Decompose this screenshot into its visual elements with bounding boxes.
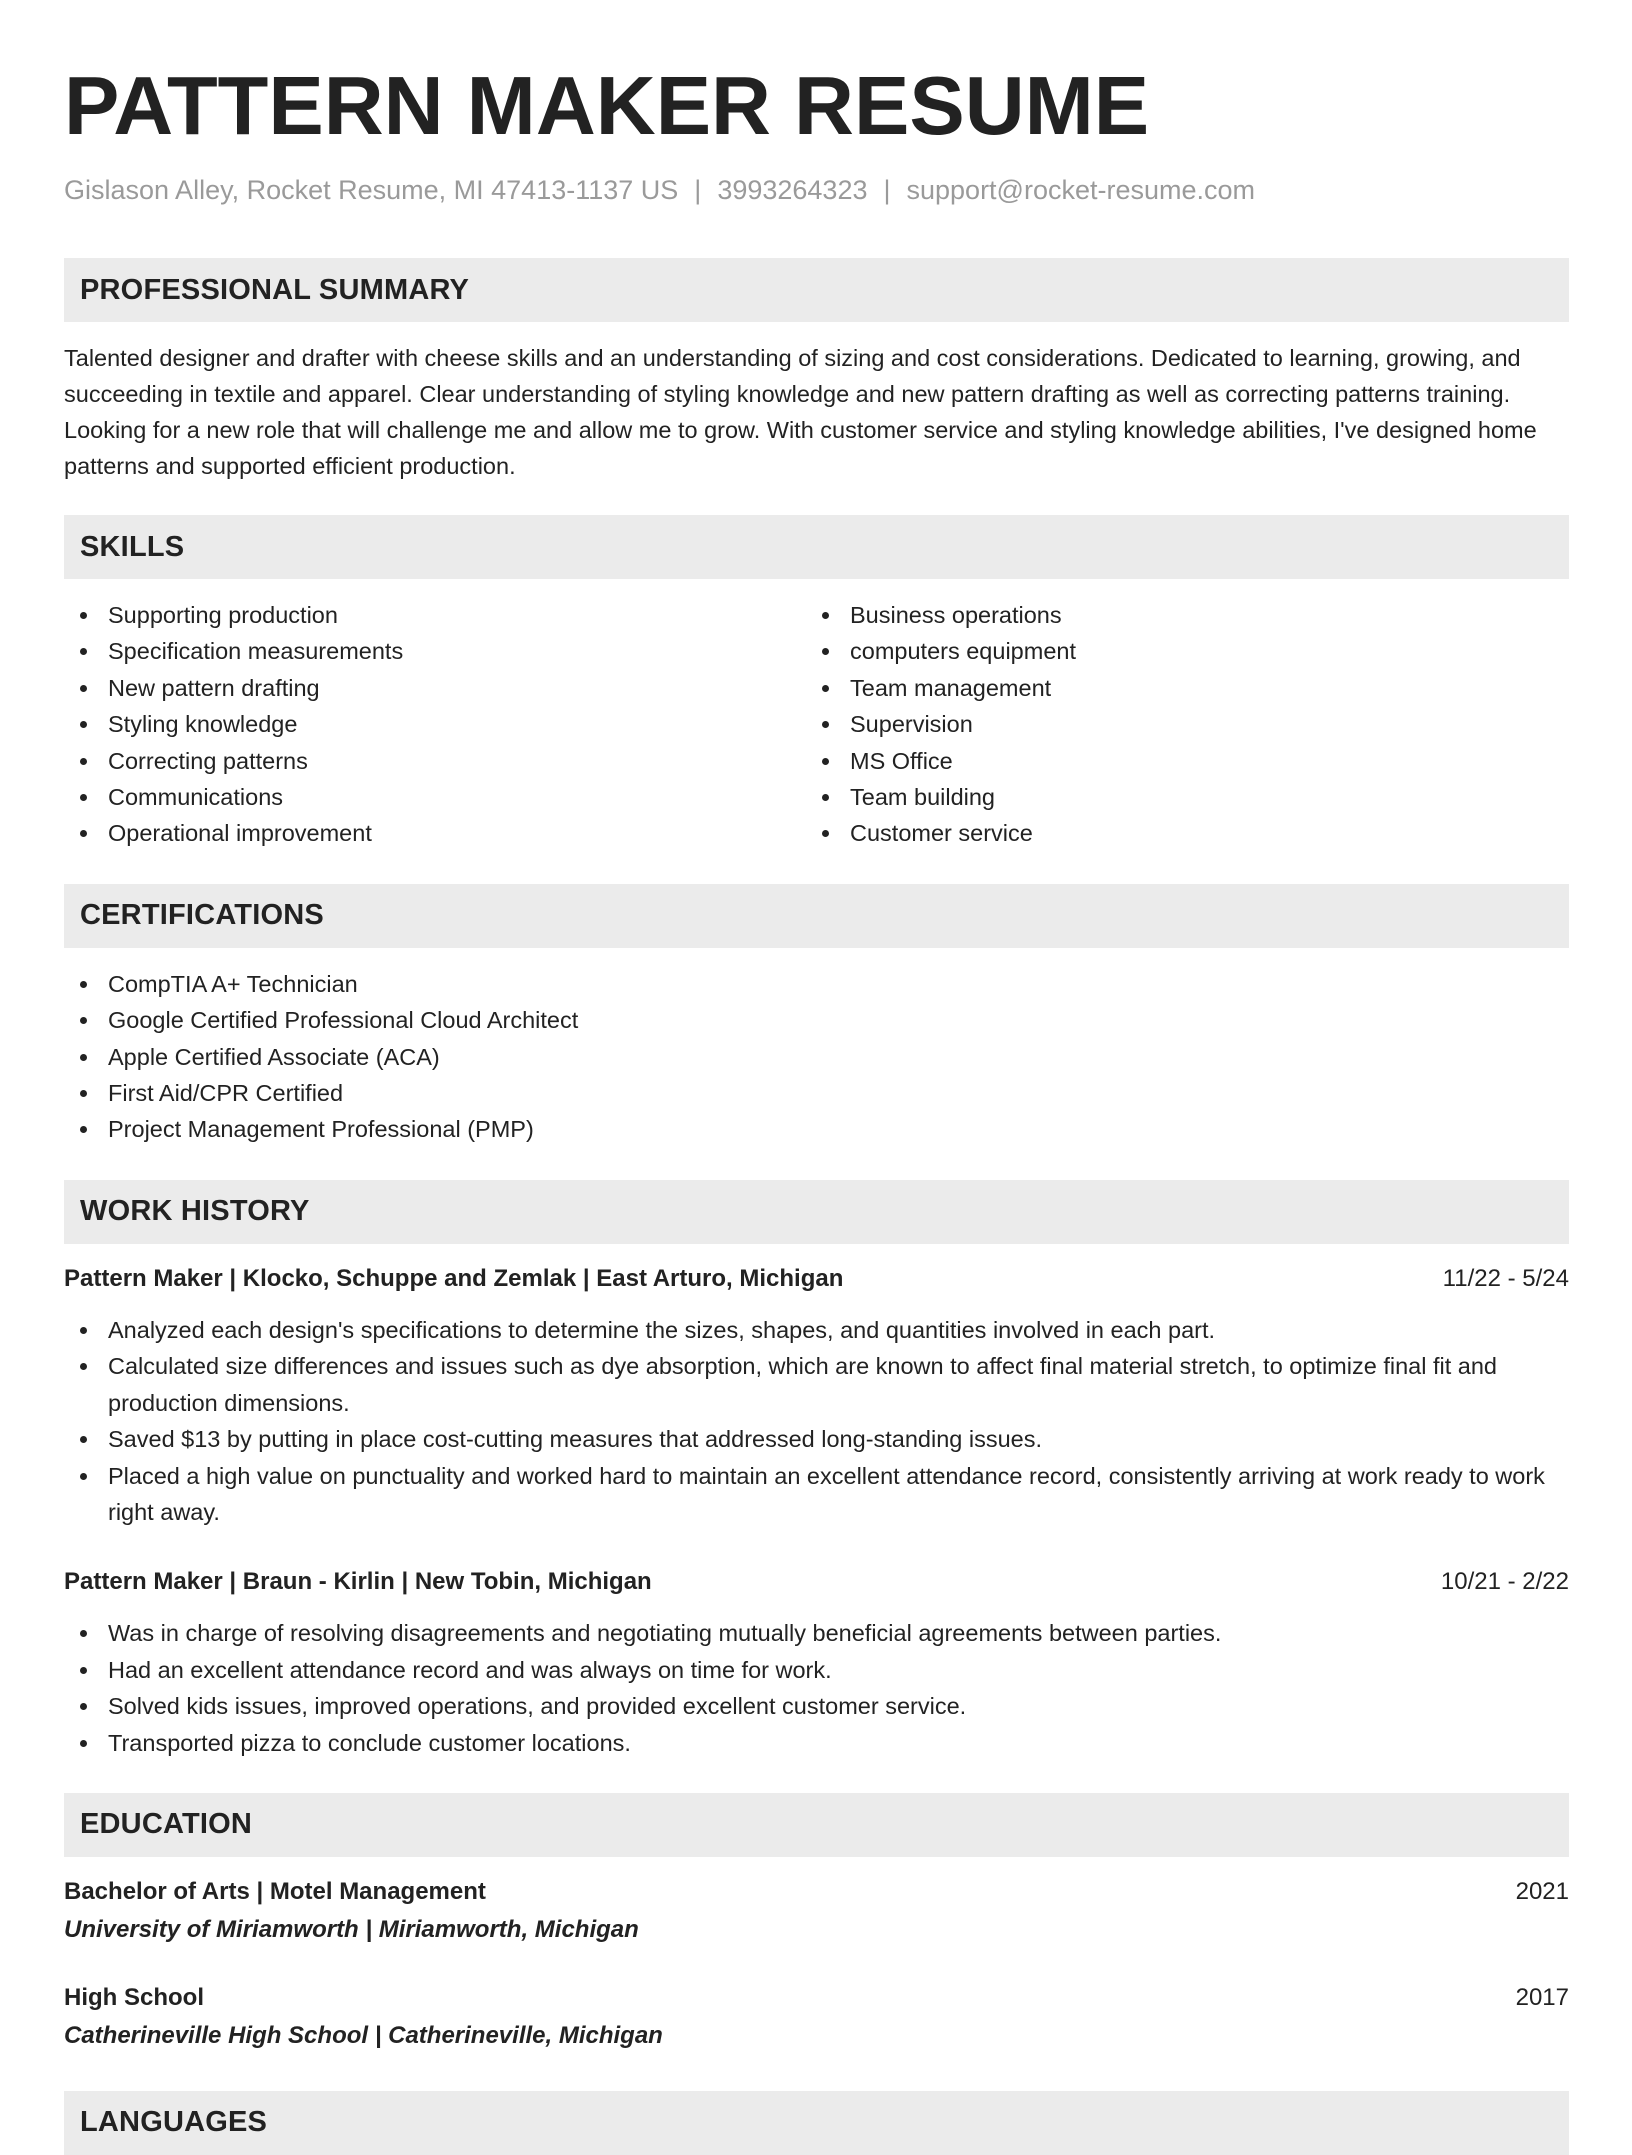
- section-header-summary: PROFESSIONAL SUMMARY: [64, 258, 1569, 322]
- section-header-skills: SKILLS: [64, 515, 1569, 579]
- certification-item: CompTIA A+ Technician: [64, 966, 1569, 1002]
- skill-item: Customer service: [806, 815, 1548, 851]
- job-header: [64, 1262, 1569, 1296]
- section-header-education: EDUCATION: [64, 1793, 1569, 1857]
- education-header: [64, 1981, 1569, 2015]
- job-bullet: Analyzed each design's specifications to determine the sizes, shapes, and quantities involved in each part.: [64, 1312, 1569, 1348]
- contact-separator: |: [694, 175, 702, 205]
- job-dates: 10/21 - 2/22: [1440, 1568, 1569, 1596]
- job-bullet: Had an excellent attendance record and was always on time for work.: [64, 1652, 1569, 1688]
- skill-item: Team building: [806, 779, 1548, 815]
- job-entry: [64, 1262, 1569, 1530]
- education-entry: [64, 1981, 1569, 2054]
- job-bullet: Was in charge of resolving disagreements and negotiating mutually beneficial agreements between parties.: [64, 1615, 1569, 1651]
- job-bullet: Placed a high value on punctuality and worked hard to maintain an excellent attendance record, consistently arriving at work ready to work right away.: [64, 1458, 1569, 1531]
- job-bullet: Solved kids issues, improved operations, and provided excellent customer service.: [64, 1688, 1569, 1724]
- education-header: [64, 1875, 1569, 1909]
- skill-item: Team management: [806, 670, 1548, 706]
- contact-phone: 3993264323: [717, 175, 868, 205]
- skill-item: New pattern drafting: [64, 670, 806, 706]
- skill-item: MS Office: [806, 743, 1548, 779]
- skill-item: computers equipment: [806, 633, 1548, 669]
- section-header-languages: LANGUAGES: [64, 2091, 1569, 2155]
- skills-list-right: [806, 597, 1548, 852]
- certifications-list: [64, 966, 1569, 1148]
- skill-item: Operational improvement: [64, 815, 806, 851]
- skill-item: Supervision: [806, 706, 1548, 742]
- education-entry: [64, 1875, 1569, 1948]
- certification-item: First Aid/CPR Certified: [64, 1075, 1569, 1111]
- resume-page: [64, 0, 1569, 2155]
- education-school: University of Miriamworth | Miriamworth, Michigan: [64, 1915, 639, 1943]
- contact-address: Gislason Alley, Rocket Resume, MI 47413-1137 US: [64, 175, 679, 205]
- section-header-work-history: WORK HISTORY: [64, 1180, 1569, 1244]
- skill-item: Business operations: [806, 597, 1548, 633]
- job-bullets: [64, 1615, 1569, 1761]
- job-header: [64, 1565, 1569, 1599]
- job-bullets: [64, 1312, 1569, 1530]
- contact-line: [64, 175, 1569, 206]
- resume-title: PATTERN MAKER RESUME: [64, 59, 1150, 152]
- education-degree: High School: [64, 1983, 204, 2011]
- skill-item: Correcting patterns: [64, 743, 806, 779]
- job-title-line: Pattern Maker | Braun - Kirlin | New Tobin, Michigan: [64, 1568, 652, 1596]
- education-degree: Bachelor of Arts | Motel Management: [64, 1877, 486, 1905]
- certification-item: Apple Certified Associate (ACA): [64, 1039, 1569, 1075]
- education-year: 2021: [1515, 1877, 1569, 1905]
- skills-list-left: [64, 597, 806, 852]
- contact-separator: |: [883, 175, 891, 205]
- skill-item: Specification measurements: [64, 633, 806, 669]
- job-entry: [64, 1565, 1569, 1761]
- education-year: 2017: [1515, 1983, 1569, 2011]
- skills-column-right: [806, 597, 1548, 852]
- skill-item: Communications: [64, 779, 806, 815]
- contact-email: support@rocket-resume.com: [906, 175, 1256, 205]
- job-bullet: Saved $13 by putting in place cost-cutting measures that addressed long-standing issues.: [64, 1421, 1569, 1457]
- certification-item: Project Management Professional (PMP): [64, 1111, 1569, 1147]
- education-school: Catherineville High School | Catherineville, Michigan: [64, 2021, 663, 2049]
- skills-column-left: [64, 597, 806, 852]
- skill-item: Styling knowledge: [64, 706, 806, 742]
- job-bullet: Transported pizza to conclude customer locations.: [64, 1725, 1569, 1761]
- skill-item: Supporting production: [64, 597, 806, 633]
- skills-columns: [64, 597, 1569, 852]
- certification-item: Google Certified Professional Cloud Architect: [64, 1002, 1569, 1038]
- summary-text: Talented designer and drafter with cheese skills and an understanding of sizing and cost considerations. Dedicated to learning, growing, and succeeding in textile and apparel. Clear understanding of styling knowledge and new pattern drafting as well as correcting patterns training. Looking for a new role that will challenge me and allow me to grow. With customer service and styling knowledge abilities, I've designed home patterns and supported efficient production.: [64, 345, 1537, 479]
- job-bullet: Calculated size differences and issues such as dye absorption, which are known to affect final material stretch, to optimize final fit and production dimensions.: [64, 1348, 1569, 1421]
- section-header-certifications: CERTIFICATIONS: [64, 884, 1569, 948]
- job-title-line: Pattern Maker | Klocko, Schuppe and Zemlak | East Arturo, Michigan: [64, 1264, 844, 1292]
- job-dates: 11/22 - 5/24: [1442, 1264, 1569, 1292]
